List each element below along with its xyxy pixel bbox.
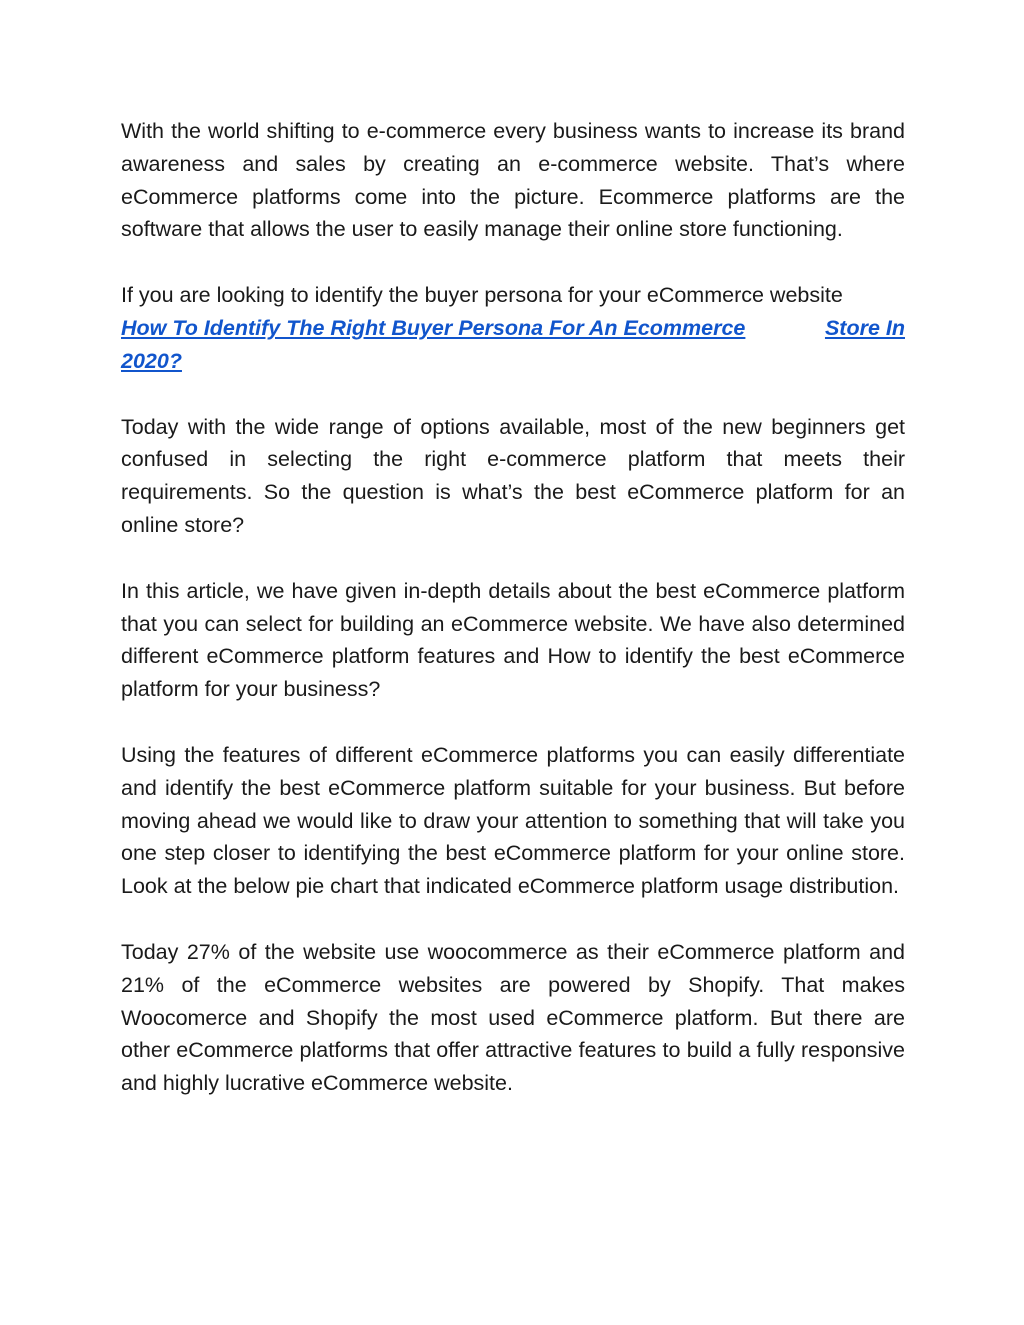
article-link-line	[121, 312, 905, 345]
paragraph-usage-stats: Today 27% of the website use woocommerce as their eCommerce platform and 21% of the eCommerce websites are powered by Shopify. That makes Woocomerce and Shopify the most used eCommerce platform. But there are other eCommerce platforms that offer attractive features to build a fully responsive and highly lucrative eCommerce website.	[121, 939, 905, 1096]
article-link-part-2[interactable]: Store In	[824, 315, 905, 340]
paragraph-options: Today with the wide range of options available, most of the new beginners get confused in selecting the right e-commerce platform that meets their requirements. So the question is what’s the best eCommerce platform for an online store?	[121, 414, 905, 537]
article-link-part-1[interactable]: How To Identify The Right Buyer Persona For An Ecommerce	[121, 315, 746, 340]
paragraph-features: Using the features of different eCommerce platforms you can easily differentiate and identify the best eCommerce platform suitable for your business. But before moving ahead we would like to draw your attention to something that will take you one step closer to identifying the best eCommerce platform for your online store. Look at the below pie chart that indicated eCommerce platform usage distribution.	[121, 742, 905, 899]
article-link-part-3[interactable]: 2020?	[121, 348, 182, 373]
paragraph-buyer-persona-lead: If you are looking to identify the buyer persona for your eCommerce website	[121, 283, 843, 308]
paragraph-article-scope: In this article, we have given in-depth details about the best eCommerce platform that you can select for building an eCommerce website. We have also determined different eCommerce platform features and How to identify the best eCommerce platform for your business?	[121, 578, 905, 702]
document-page	[121, 115, 905, 1133]
article-link-line-2	[121, 345, 905, 378]
paragraph-intro: With the world shifting to e-commerce every business wants to increase its brand awareness and sales by creating an e-commerce website. That’s where eCommerce platforms come into the picture. Ecommerce platforms are the software that allows the user to easily manage their online store functioning.	[121, 119, 905, 242]
buyer-persona-article-link-block[interactable]	[121, 312, 905, 378]
